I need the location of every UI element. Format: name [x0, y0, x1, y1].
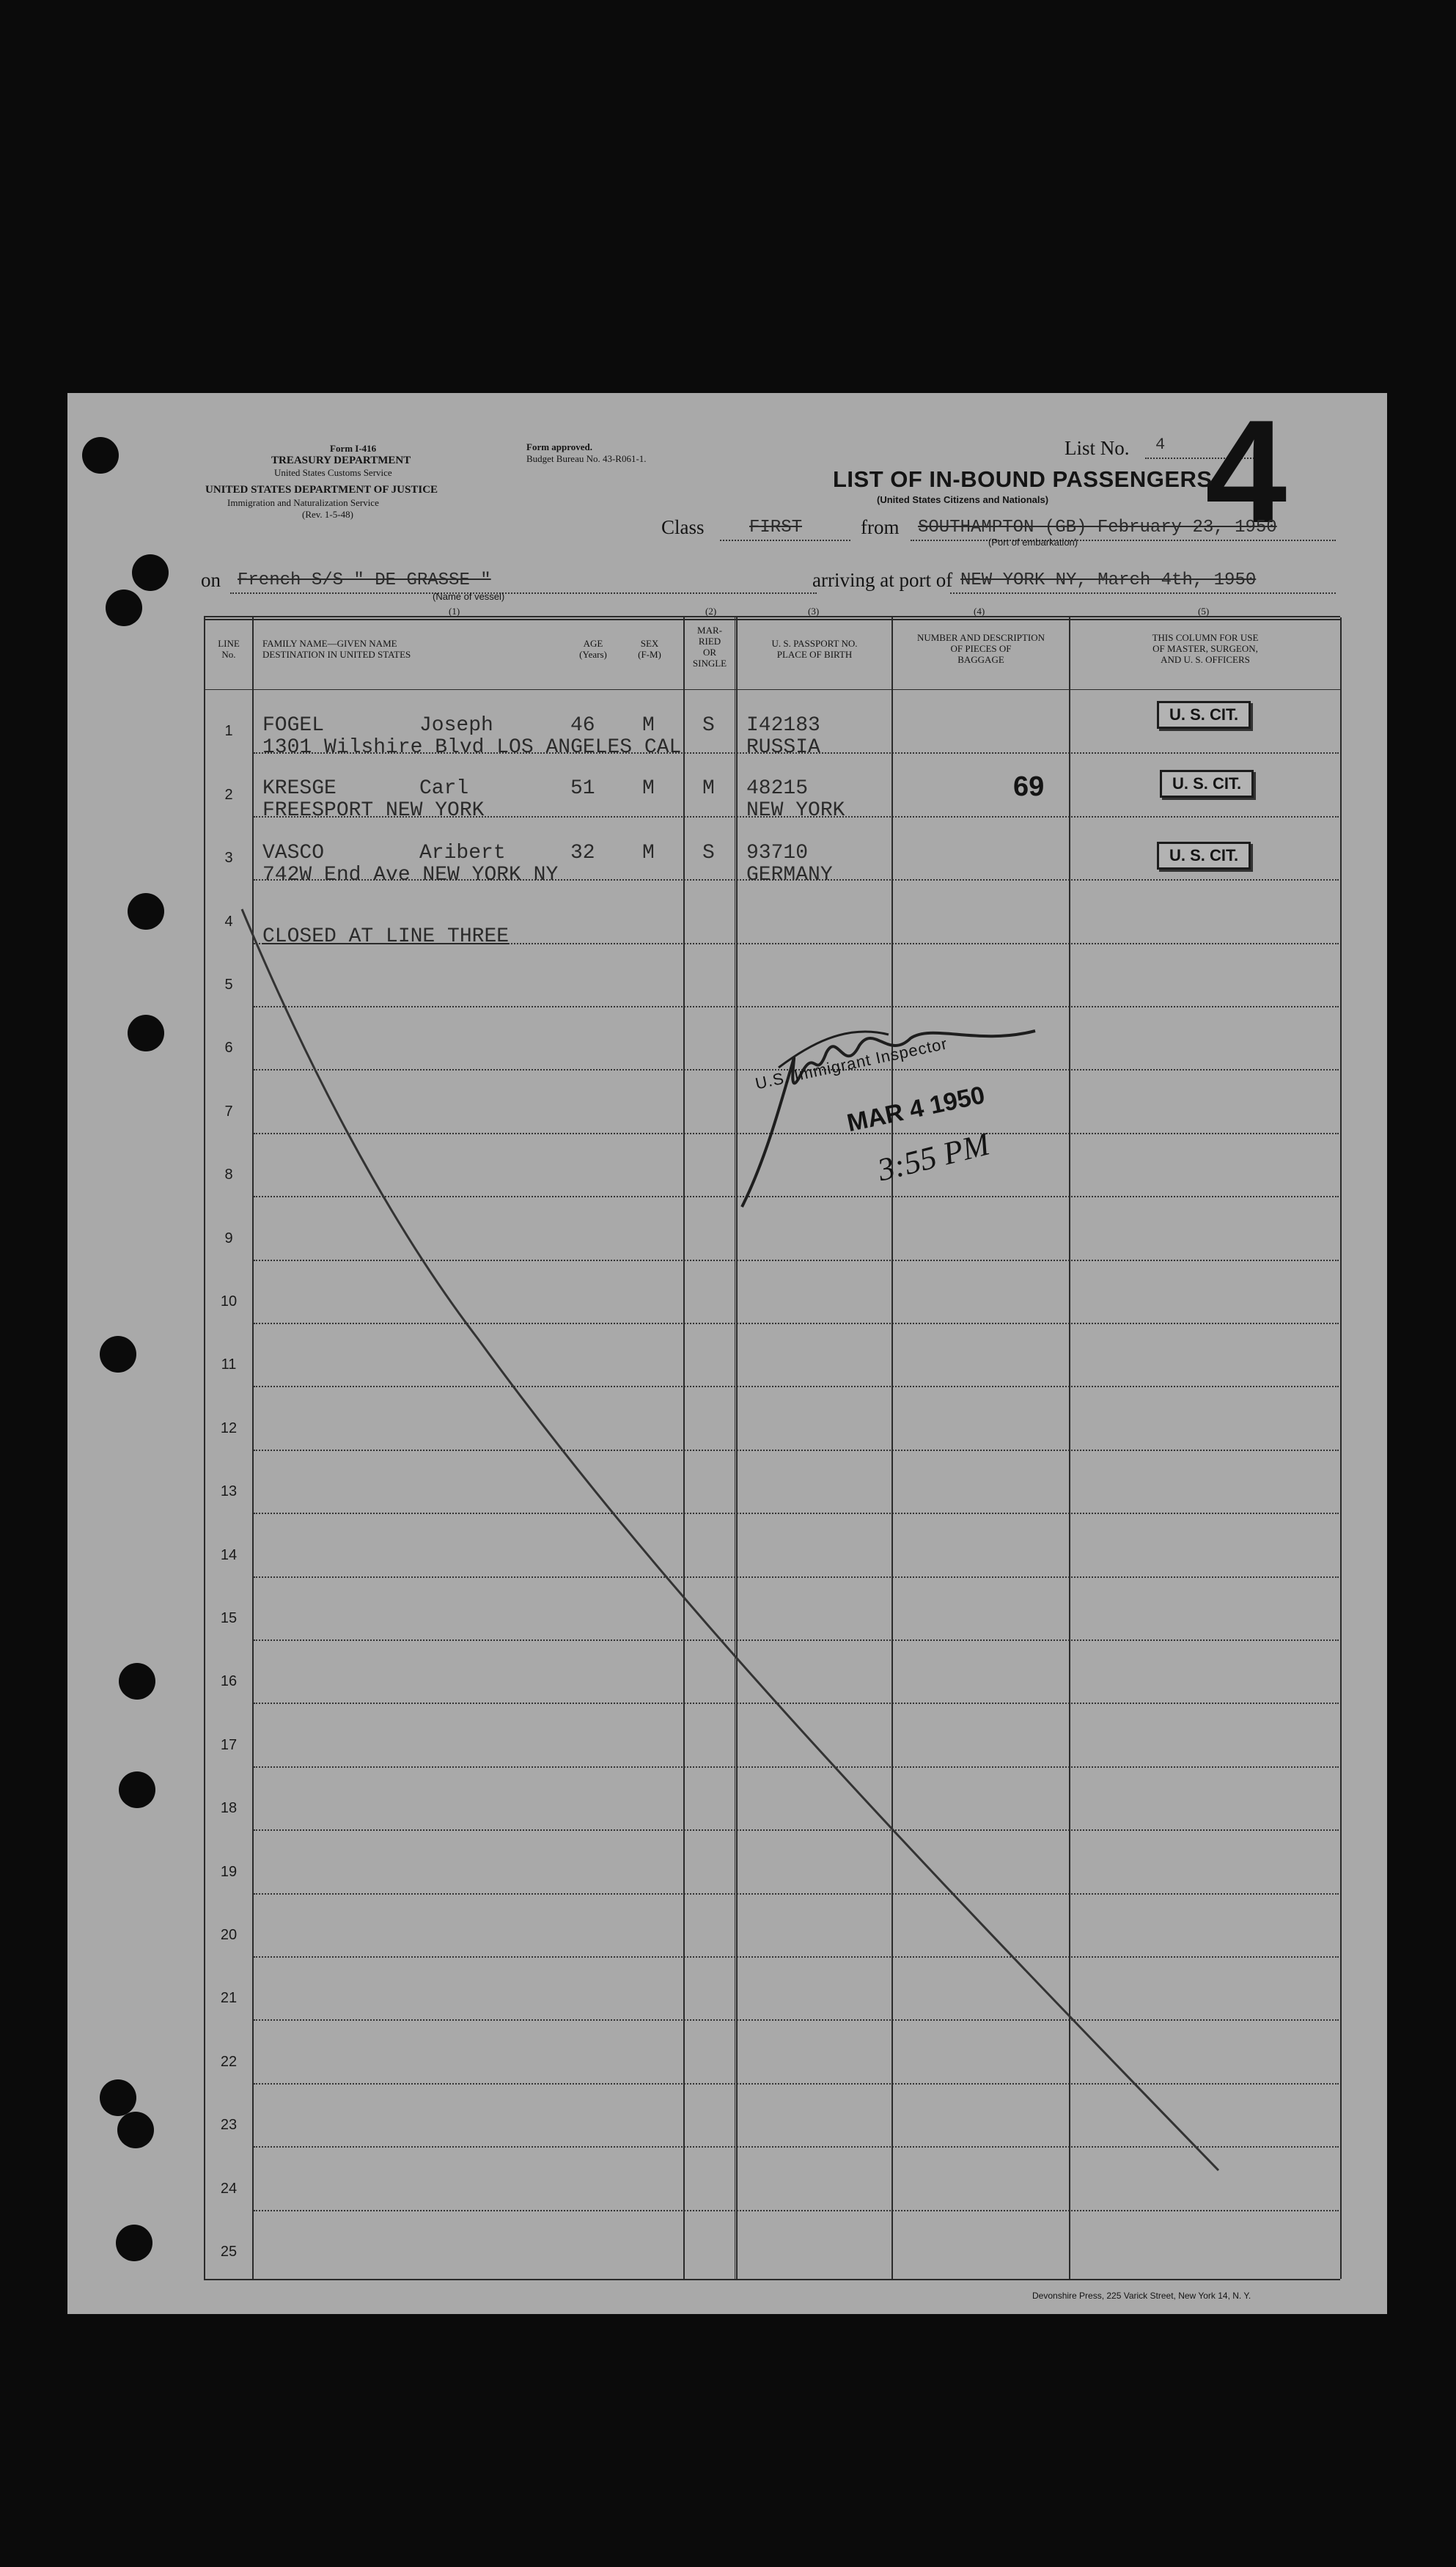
col-header-married: MAR- RIED OR SINGLE [692, 625, 727, 669]
vessel-note: (Name of vessel) [433, 591, 505, 602]
passenger-2-birth: NEW YORK [746, 799, 845, 822]
form-number: Form I-416 [330, 443, 377, 454]
closed-note: CLOSED AT LINE THREE [262, 925, 510, 948]
citizen-stamp-2: U. S. CIT. [1160, 770, 1254, 798]
passenger-2-destination: FREESPORT NEW YORK [262, 799, 485, 822]
inspector-title: U.S. Immigrant Inspector [754, 1034, 949, 1093]
passenger-1-age: 46 [570, 714, 595, 737]
col-num-5: (5) [1198, 606, 1210, 617]
passenger-2-ms: M [702, 777, 715, 800]
line-number: 23 [220, 2117, 238, 2134]
passenger-1-destination: 1301 Wilshire Blvd LOS ANGELES CAL [262, 736, 682, 759]
line-number: 14 [220, 1546, 238, 1563]
line-number: 11 [221, 1356, 237, 1373]
passenger-1-ms: S [702, 714, 715, 737]
line-number: 8 [224, 1167, 233, 1183]
line-number: 19 [220, 1863, 238, 1880]
passenger-1-passport: I42183 [746, 714, 820, 737]
from-label: from [861, 516, 900, 538]
treasury-label: TREASURY DEPARTMENT [271, 455, 411, 466]
line-number: 24 [220, 2180, 238, 2197]
col-num-4: (4) [974, 606, 985, 617]
citizen-stamp-1: U. S. CIT. [1157, 701, 1251, 729]
passenger-3-sex: M [642, 842, 655, 864]
line-number: 25 [220, 2244, 238, 2260]
line-number: 21 [220, 1990, 238, 2007]
line-number: 10 [220, 1293, 238, 1310]
line-number: 2 [224, 786, 233, 803]
line-number: 1 [224, 723, 233, 740]
citizen-stamp-3: U. S. CIT. [1157, 842, 1251, 870]
from-value: SOUTHAMPTON (GB) February 23, 1950 [918, 518, 1277, 537]
list-number-large: 4 [1205, 393, 1287, 554]
col-header-passport: U. S. PASSPORT NO. PLACE OF BIRTH [771, 638, 858, 660]
list-no-label: List No. [1065, 437, 1130, 459]
list-no-value: 4 [1155, 436, 1166, 454]
baggage-count: 69 [1013, 771, 1045, 802]
passenger-2-given: Carl [419, 777, 469, 800]
line-number: 5 [224, 977, 233, 993]
passenger-3-age: 32 [570, 842, 595, 864]
col-num-1: (1) [449, 606, 460, 617]
line-number: 9 [224, 1230, 233, 1246]
inspector-time: 3:55 PM [874, 1125, 993, 1189]
passenger-1-given: Joseph [419, 714, 493, 737]
line-number: 18 [220, 1800, 238, 1817]
passenger-2-passport: 48215 [746, 777, 809, 800]
inspector-date: MAR 4 1950 [845, 1081, 988, 1138]
arriving-label: arriving at port of [812, 569, 953, 591]
passenger-3-destination: 742W End Ave NEW YORK NY [262, 864, 559, 886]
justice-label: UNITED STATES DEPARTMENT OF JUSTICE [205, 484, 438, 496]
passenger-3-given: Aribert [419, 842, 506, 864]
passenger-3-birth: GERMANY [746, 864, 833, 886]
revision-label: (Rev. 1-5-48) [302, 509, 353, 520]
arrival-value: NEW YORK NY, March 4th, 1950 [960, 570, 1257, 590]
class-value: FIRST [749, 518, 803, 537]
line-number: 4 [224, 913, 233, 930]
col-header-sex: SEX (F-M) [638, 638, 661, 660]
line-number: 22 [220, 2053, 238, 2070]
passenger-1-sex: M [642, 714, 655, 737]
form-title: LIST OF IN-BOUND PASSENGERS [833, 466, 1213, 492]
on-label: on [201, 569, 221, 591]
passenger-3-family: VASCO [262, 842, 325, 864]
col-num-2: (2) [705, 606, 717, 617]
line-number: 6 [224, 1040, 233, 1057]
form-subtitle: (United States Citizens and Nationals) [877, 494, 1049, 505]
budget-bureau: Budget Bureau No. 43-R061-1. [526, 453, 647, 464]
customs-label: United States Customs Service [274, 467, 392, 478]
line-number: 3 [224, 850, 233, 867]
immigration-label: Immigration and Naturalization Service [227, 497, 379, 508]
line-number: 20 [220, 1927, 238, 1943]
col-header-age: AGE (Years) [579, 638, 607, 660]
form-approved: Form approved. [526, 441, 593, 452]
passenger-3-ms: S [702, 842, 715, 864]
line-number: 16 [220, 1673, 238, 1690]
line-number: 15 [220, 1610, 238, 1626]
col-header-name: FAMILY NAME—GIVEN NAME DESTINATION IN UNITED STATES [262, 638, 411, 660]
line-number: 12 [220, 1420, 238, 1436]
line-number: 17 [220, 1736, 238, 1753]
passenger-2-family: KRESGE [262, 777, 337, 800]
col-header-line-no: LINE No. [218, 638, 240, 660]
passenger-1-birth: RUSSIA [746, 736, 820, 759]
col-header-officers: THIS COLUMN FOR USE OF MASTER, SURGEON, AND U. S. OFFICERS [1152, 632, 1259, 665]
line-number: 7 [224, 1103, 233, 1120]
vessel-value: French S/S " DE GRASSE " [238, 570, 491, 590]
printer-footer: Devonshire Press, 225 Varick Street, New York 14, N. Y. [1032, 2291, 1251, 2301]
col-num-3: (3) [808, 606, 820, 617]
passenger-2-sex: M [642, 777, 655, 800]
line-number: 13 [220, 1483, 238, 1500]
passenger-2-age: 51 [570, 777, 595, 800]
passenger-3-passport: 93710 [746, 842, 809, 864]
embarkation-note: (Port of embarkation) [988, 537, 1078, 548]
col-header-baggage: NUMBER AND DESCRIPTION OF PIECES OF BAGGAGE [916, 632, 1045, 665]
cancellation-line [67, 393, 1387, 2314]
class-label: Class [661, 516, 705, 538]
passenger-1-family: FOGEL [262, 714, 325, 737]
manifest-sheet [67, 393, 1387, 2314]
